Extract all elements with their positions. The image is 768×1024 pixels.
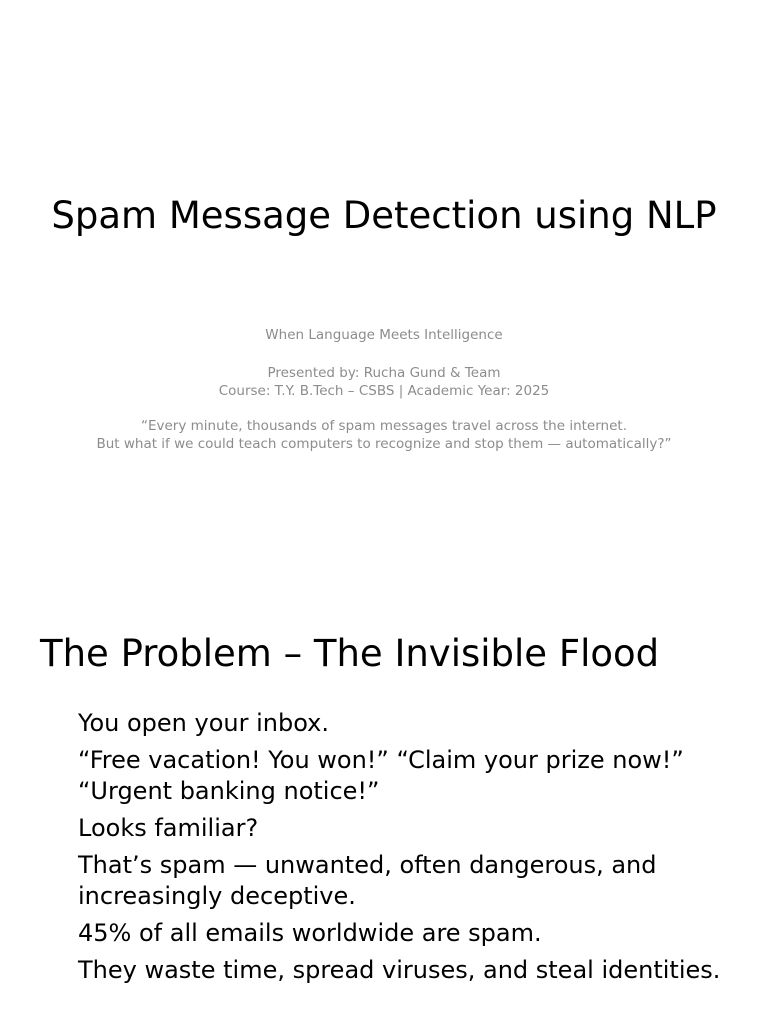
bullet-list bbox=[78, 708, 728, 992]
quote-line-1: “Every minute, thousands of spam messages travel across the internet. bbox=[140, 417, 627, 434]
bullet-item: They waste time, spread viruses, and steal identities. bbox=[78, 956, 721, 984]
bullet-item: 45% of all emails worldwide are spam. bbox=[78, 919, 542, 947]
quote-line-2: But what if we could teach computers to recognize and stop them — automatically?” bbox=[96, 436, 672, 452]
bullet-item: You open your inbox. bbox=[78, 709, 330, 737]
bullet-item: That’s spam — unwanted, often dangerous, and increasingly deceptive. bbox=[78, 851, 657, 910]
bullet-item: Looks familiar? bbox=[78, 814, 259, 842]
presentation-title: Spam Message Detection using NLP bbox=[51, 194, 717, 237]
tagline: When Language Meets Intelligence bbox=[265, 327, 503, 343]
spacer bbox=[80, 401, 688, 417]
spacer bbox=[80, 345, 688, 364]
subtitle-block bbox=[80, 326, 688, 454]
slide-heading: The Problem – The Invisible Flood bbox=[40, 632, 660, 675]
presenter-line: Presented by: Rucha Gund & Team bbox=[267, 364, 501, 381]
course-line: Course: T.Y. B.Tech – CSBS | Academic Year: 2025 bbox=[218, 383, 550, 399]
bullet-item: “Free vacation! You won!” “Claim your prize now!” “Urgent banking notice!” bbox=[78, 746, 684, 805]
